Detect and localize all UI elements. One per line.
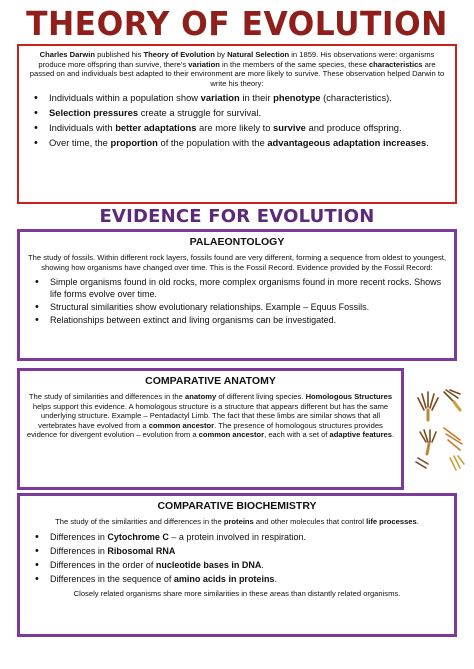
text-run: . [392,430,395,440]
text-run: and produce offspring. [305,122,402,134]
anatomy-box [17,368,404,490]
text-run: The study of similarities and differences in the [28,392,185,401]
text-run: Over time, the [49,137,111,149]
bullet-item [27,122,447,134]
text-run: – a protein involved in respiration. [168,531,306,542]
text-run: Individuals within a population show [49,92,201,104]
text-run: are passed on and individuals best adapted to their environment are more likely to survive. These observation helped Darwin to write his theory: [29,59,445,88]
text-run: Structural similarities show evolutionary relationships. Example – Equus Fossils. [50,302,370,313]
theory-box [17,44,457,204]
biochemistry-bullets [28,531,446,585]
bullet-item [28,276,446,300]
bold-term: common ancestor [198,430,265,440]
bold-term: Natural Selection [227,50,290,59]
biochemistry-closing: Closely related organisms share more similarities in these areas than distantly related organisms. [73,588,401,598]
text-run: . [274,573,277,584]
anatomy-text [26,392,395,440]
text-run: Differences in [50,545,108,556]
text-run: Differences in the order of [50,559,156,570]
bold-term: Theory of Evolution [143,50,215,59]
text-run: in their [239,92,274,104]
palaeontology-box [17,229,457,361]
bold-term: proportion [110,137,158,149]
biochemistry-box [17,493,457,637]
bold-term: nucleotide bases in DNA [155,559,262,570]
bullet-item [28,301,446,313]
bold-term: Charles Darwin [39,50,95,59]
text-run: of the population with the [157,137,268,149]
bold-term: amino acids in proteins [173,573,275,584]
text-run: Simple organisms found in old rocks, more complex organisms found in more recent rocks. Shows life forms evolve over time. [50,277,442,300]
bold-term: Homologous Structures [305,392,393,401]
text-run: published his [94,50,144,59]
text-run: in 1859. His observations were: organisms produce more offspring than survive, there's [38,50,435,69]
text-run: helps support this evidence. A homologous structure is a structure that appears different but has the same underlying structure. Example – Pentadactyl Limb. The fact that these limbs are similar shows that all vertebrates have evolved from a [32,401,389,430]
bold-term: adaptive features [329,430,392,440]
bullet-item [28,573,446,585]
text-run: Relationships between extinct and living organisms can be investigated. [50,315,337,326]
bold-term: characteristics [368,59,423,69]
pentadactyl-limbs-icon [410,388,468,474]
text-run: . [416,517,419,526]
text-run: by [214,50,228,59]
text-run: The study of the similarities and differences in the [55,517,224,526]
text-run: of different living species. [216,392,306,401]
bold-term: phenotype [273,92,321,104]
text-run: , each with a set of [264,430,330,440]
intro-text [27,50,447,88]
evidence-title: EVIDENCE FOR EVOLUTION [99,206,375,227]
text-run: in the members of the same species, these [219,59,369,69]
text-run: . [426,137,429,149]
biochemistry-text [28,517,446,527]
text-run: . [261,559,264,570]
bullet-item [27,137,447,149]
bold-term: Selection pressures [49,107,139,119]
bold-term: variation [200,92,240,104]
bold-term: life processes [366,517,417,526]
text-run: Differences in [50,531,108,542]
bold-term: common ancestor [148,420,215,430]
bold-term: proteins [223,517,254,526]
bold-term: advantageous adaptation increases [267,137,427,149]
page-title: THEORY OF EVOLUTION [26,4,448,43]
text-run: are more likely to [196,122,274,134]
text-run: . The presence of homologous structures provides evidence for divergent evolution – evolution from a [26,420,383,440]
text-run: The study of fossils. Within different rock layers, fossils found are very different, forming a sequence from oldest to youngest, showing how organisms have changed over time. This is the Fossil Record. Evidence provided by the Fossil Record: [28,253,446,272]
bullet-item [27,107,447,119]
anatomy-heading: COMPARATIVE ANATOMY [145,375,276,387]
biochemistry-heading: COMPARATIVE BIOCHEMISTRY [157,500,317,512]
text-run: Differences in the sequence of [50,573,174,584]
bullet-item [28,314,446,326]
palaeontology-heading: PALAEONTOLOGY [189,236,285,248]
text-run: Individuals with [49,122,116,134]
palaeontology-text [28,253,446,272]
theory-bullets [27,92,447,149]
bullet-item [28,545,446,557]
text-run: and other molecules that control [253,517,367,526]
bullet-item [28,559,446,571]
bold-term: variation [188,59,220,69]
bold-term: survive [273,122,306,134]
bullet-item [27,92,447,104]
text-run: (characteristics). [320,92,392,104]
bold-term: Ribosomal RNA [107,545,176,556]
palaeontology-bullets [28,276,446,326]
text-run: create a struggle for survival. [138,107,262,119]
bold-term: anatomy [184,392,217,401]
bold-term: Cytochrome C [107,531,169,542]
bold-term: better adaptations [115,122,197,134]
bullet-item [28,531,446,543]
